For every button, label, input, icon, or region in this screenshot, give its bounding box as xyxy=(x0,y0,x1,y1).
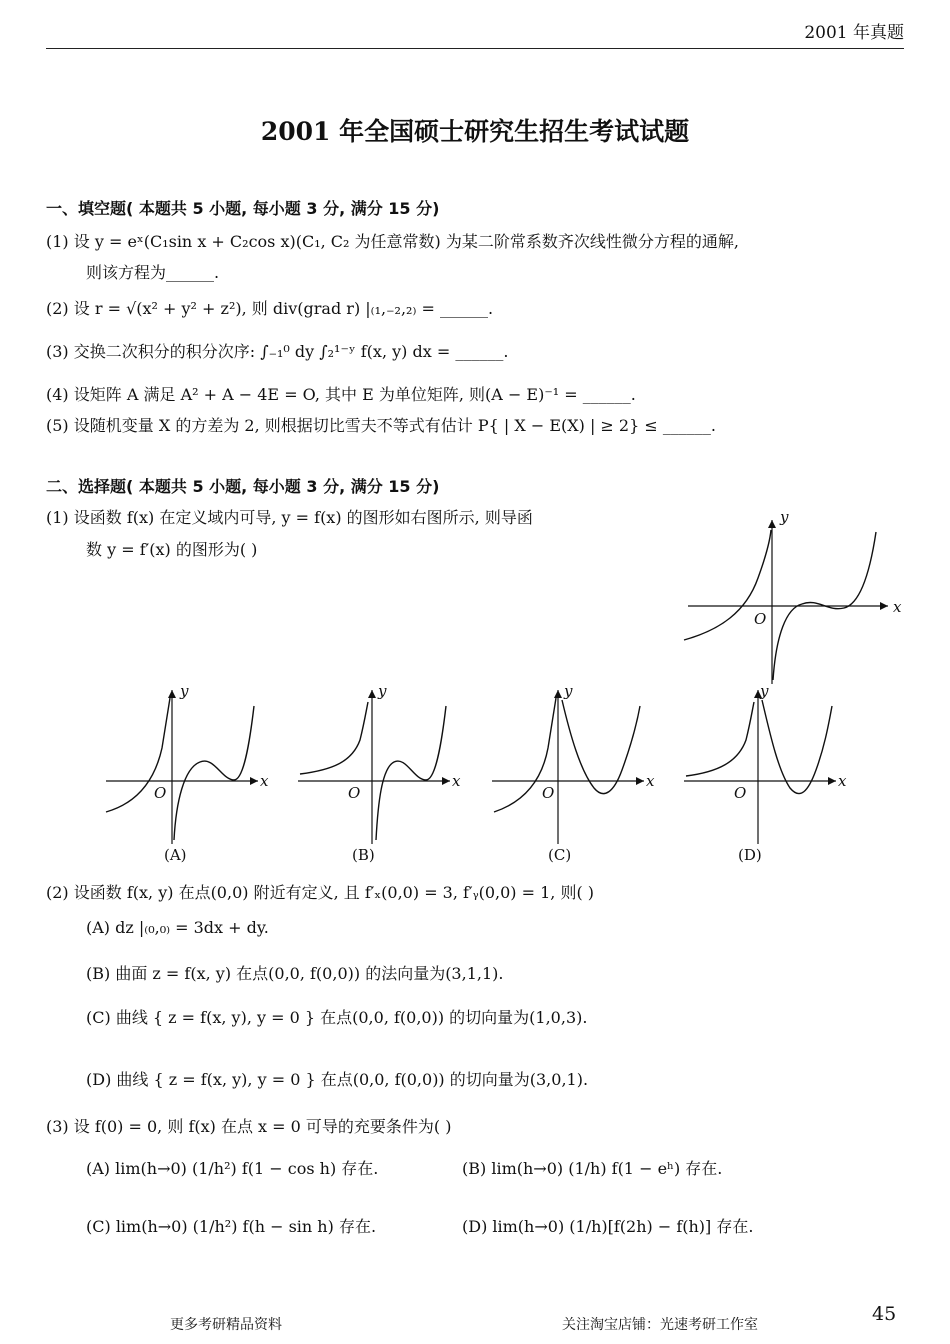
s2-q3-stem: (3) 设 f(0) = 0, 则 f(x) 在点 x = 0 可导的充要条件为( ) xyxy=(46,1117,452,1136)
footer-left-text: 更多考研精品资料 xyxy=(170,1317,282,1333)
s1-q2: (2) 设 r = √(x² + y² + z²), 则 div(grad r) |₍₁,₋₂,₂₎ = ______. xyxy=(46,299,494,318)
s2-q3-option-c: (C) lim(h→0) (1/h²) f(h − sin h) 存在. xyxy=(86,1217,377,1236)
s2-q2-option-b: (B) 曲面 z = f(x, y) 在点(0,0, f(0,0)) 的法向量为(3,1,1). xyxy=(86,964,504,983)
header-divider xyxy=(46,48,904,49)
s2-q1-line1: (1) 设函数 f(x) 在定义域内可导, y = f(x) 的图形如右图所示, 则导函 xyxy=(46,508,533,527)
c-x-label: x xyxy=(646,772,655,790)
b-origin-label: O xyxy=(348,784,361,802)
c-y-arrow xyxy=(554,690,562,698)
main-y-arrow xyxy=(768,520,776,528)
s2-q1-line2: 数 y = f′(x) 的图形为( ) xyxy=(86,540,258,559)
graph-option-c xyxy=(490,684,660,849)
d-curve-left xyxy=(686,702,754,776)
d-origin-label: O xyxy=(734,784,747,802)
c-origin-label: O xyxy=(542,784,555,802)
graph-option-a xyxy=(104,684,274,849)
a-x-label: x xyxy=(260,772,269,790)
b-y-arrow xyxy=(368,690,376,698)
caption-a: (A) xyxy=(164,846,187,864)
s2-q2-stem: (2) 设函数 f(x, y) 在点(0,0) 附近有定义, 且 f′ₓ(0,0) = 3, f′ᵧ(0,0) = 1, 则( ) xyxy=(46,883,595,902)
a-y-label: y xyxy=(180,682,189,700)
section1-heading: 一、填空题( 本题共 5 小题, 每小题 3 分, 满分 15 分) xyxy=(46,199,440,218)
main-y-label: y xyxy=(780,508,789,526)
main-graph xyxy=(680,508,910,688)
graph-option-d xyxy=(682,684,852,849)
s1-q3: (3) 交换二次积分的积分次序: ∫₋₁⁰ dy ∫₂¹⁻ʸ f(x, y) dx = ______. xyxy=(46,342,509,361)
d-x-arrow xyxy=(828,777,836,785)
b-curve-right xyxy=(376,706,446,840)
caption-b: (B) xyxy=(352,846,375,864)
c-curve-right xyxy=(562,700,640,794)
b-x-label: x xyxy=(452,772,461,790)
a-y-arrow xyxy=(168,690,176,698)
b-y-label: y xyxy=(378,682,387,700)
s1-q4: (4) 设矩阵 A 满足 A² + A − 4E = O, 其中 E 为单位矩阵, 则(A − E)⁻¹ = ______. xyxy=(46,385,636,404)
s2-q3-option-b: (B) lim(h→0) (1/h) f(1 − eʰ) 存在. xyxy=(462,1159,723,1178)
page-number: 45 xyxy=(872,1303,897,1325)
main-origin-label: O xyxy=(754,610,767,628)
section2-heading: 二、选择题( 本题共 5 小题, 每小题 3 分, 满分 15 分) xyxy=(46,477,440,496)
a-x-arrow xyxy=(250,777,258,785)
s1-q1-line2: 则该方程为______. xyxy=(86,263,220,282)
graph-option-b xyxy=(296,684,466,849)
s2-q3-option-a: (A) lim(h→0) (1/h²) f(1 − cos h) 存在. xyxy=(86,1159,379,1178)
s1-q1-line1: (1) 设 y = eˣ(C₁sin x + C₂cos x)(C₁, C₂ 为任意常数) 为某二阶常系数齐次线性微分方程的通解, xyxy=(46,232,739,251)
d-curve-right xyxy=(762,700,832,794)
s2-q2-option-c: (C) 曲线 { z = f(x, y), y = 0 } 在点(0,0, f(0,0)) 的切向量为(1,0,3). xyxy=(86,1008,588,1027)
c-y-label: y xyxy=(564,682,573,700)
s2-q2-option-a: (A) dz |₍₀,₀₎ = 3dx + dy. xyxy=(86,918,269,937)
s1-q5: (5) 设随机变量 X 的方差为 2, 则根据切比雪夫不等式有估计 P{ | X − E(X) | ≥ 2} ≤ ______. xyxy=(46,416,716,435)
b-x-arrow xyxy=(442,777,450,785)
a-origin-label: O xyxy=(154,784,167,802)
running-header: 2001 年真题 xyxy=(804,23,904,43)
d-x-label: x xyxy=(838,772,847,790)
d-y-label: y xyxy=(760,682,769,700)
footer-right-text: 关注淘宝店铺：光速考研工作室 xyxy=(562,1317,758,1333)
main-x-label: x xyxy=(893,598,902,616)
page-title: 2001 年全国硕士研究生招生考试试题 xyxy=(260,117,690,146)
caption-d: (D) xyxy=(738,846,762,864)
main-x-arrow xyxy=(880,602,888,610)
s2-q3-option-d: (D) lim(h→0) (1/h)[f(2h) − f(h)] 存在. xyxy=(462,1217,754,1236)
s2-q2-option-d: (D) 曲线 { z = f(x, y), y = 0 } 在点(0,0, f(0,0)) 的切向量为(3,0,1). xyxy=(86,1070,589,1089)
a-curve-right xyxy=(174,706,254,840)
caption-c: (C) xyxy=(548,846,572,864)
b-curve-left xyxy=(300,702,368,774)
c-x-arrow xyxy=(636,777,644,785)
